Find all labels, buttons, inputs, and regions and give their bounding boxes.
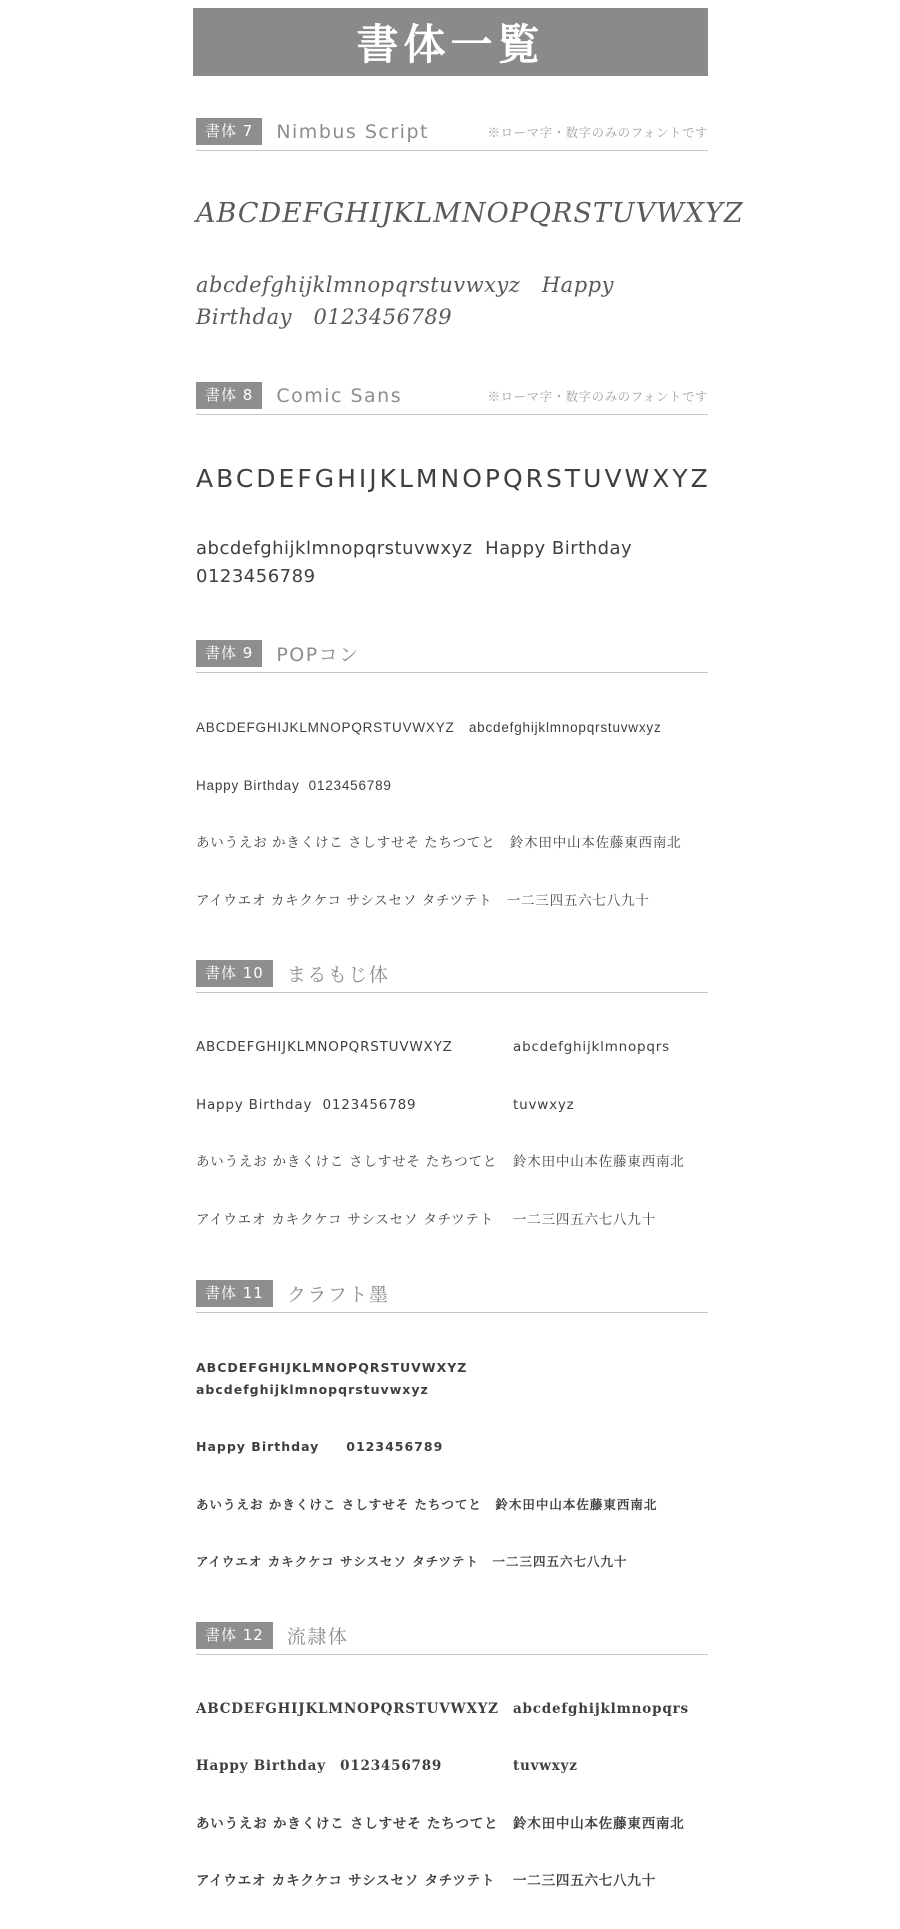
sample-uppercase-line: ABCDEFGHIJKLMNOPQRSTUVWXYZ [196, 1039, 453, 1055]
page-title-banner [193, 8, 708, 76]
font-name: Nimbus Script [276, 120, 429, 143]
sample-right-column [513, 1001, 708, 1267]
section-header-10 [196, 960, 708, 993]
section-header-9 [196, 640, 708, 673]
sample-lowercase-wrap-line: tuvwxyz [513, 1096, 575, 1113]
font-section-12 [196, 1622, 708, 1929]
sample-uppercase-line: ABCDEFGHIJKLMNOPQRSTUVWXYZ [196, 464, 711, 493]
font-name: POPコン [276, 644, 360, 666]
font-section-11 [196, 1280, 708, 1609]
sample-kanji-names-line: 鈴木田中山本佐藤東西南北 [513, 1815, 685, 1832]
section-header-8 [196, 382, 708, 415]
font-sample-7 [196, 159, 744, 369]
sample-phrase-line: Happy Birthday 0123456789 [196, 777, 392, 793]
font-sample-12 [196, 1663, 708, 1929]
sample-hiragana-line: あいうえお かきくけこ さしすせそ たちつてと [196, 1815, 499, 1832]
sample-left-column [196, 1001, 513, 1267]
font-number-badge: 書体 12 [196, 1622, 273, 1649]
font-restriction-note: ※ローマ字・数字のみのフォントです [487, 389, 708, 404]
sample-kanji-names-line: 鈴木田中山本佐藤東西南北 [513, 1154, 685, 1170]
font-section-9 [196, 640, 708, 947]
font-sections [196, 118, 744, 1929]
sample-hiragana-line: あいうえお かきくけこ さしすせそ たちつてと 鈴木田中山本佐藤東西南北 [196, 1496, 658, 1512]
sample-hiragana-line: あいうえお かきくけこ さしすせそ たちつてと [196, 1154, 498, 1170]
sample-lowercase-line: abcdefghijklmnopqrs [513, 1700, 689, 1717]
font-sample-9 [196, 681, 708, 947]
font-number-badge: 書体 8 [196, 382, 262, 409]
font-section-10 [196, 960, 708, 1267]
sample-kanji-numbers-line: 一二三四五六七八九十 [513, 1873, 656, 1889]
sample-phrase-line: Happy Birthday 0123456789 [196, 1758, 443, 1774]
font-name: 流隷体 [286, 1625, 349, 1648]
sample-lowercase-line: abcdefghijklmnopqrstuvwxyz Happy Birthday 0123456789 [196, 273, 622, 329]
font-sample-8 [196, 423, 711, 627]
section-header-11 [196, 1280, 708, 1313]
sample-uppercase-line: ABCDEFGHIJKLMNOPQRSTUVWXYZ [196, 1700, 499, 1717]
sample-phrase-line: Happy Birthday 0123456789 [196, 1439, 444, 1454]
sample-hiragana-line: あいうえお かきくけこ さしすせそ たちつてと 鈴木田中山本佐藤東西南北 [196, 835, 682, 850]
sample-katakana-line: アイウエオ カキクケコ サシスセソ タチツテト [196, 1211, 495, 1228]
sample-katakana-line: アイウエオ カキクケコ サシスセソ タチツテト 一二三四五六七八九十 [196, 892, 650, 908]
sample-uppercase-line: ABCDEFGHIJKLMNOPQRSTUVWXYZ [196, 198, 744, 229]
font-section-8 [196, 382, 711, 627]
sample-kanji-numbers-line: 一二三四五六七八九十 [513, 1211, 656, 1228]
sample-right-column [513, 1663, 708, 1929]
sample-lowercase-wrap-line: tuvwxyz [513, 1758, 578, 1774]
section-header-12 [196, 1622, 708, 1655]
sample-phrase-line: Happy Birthday 0123456789 [196, 1096, 417, 1113]
font-name: Comic Sans [276, 384, 403, 407]
section-header-7 [196, 118, 708, 151]
sample-left-column [196, 1663, 513, 1929]
font-name: クラフト墨 [286, 1284, 390, 1306]
sample-lowercase-line: abcdefghijklmnopqrs [513, 1039, 670, 1055]
font-number-badge: 書体 11 [196, 1280, 273, 1307]
font-restriction-note: ※ローマ字・数字のみのフォントです [487, 125, 708, 140]
sample-alphabet-line: ABCDEFGHIJKLMNOPQRSTUVWXYZ abcdefghijklmnopqrstuvwxyz [196, 720, 662, 735]
sample-lowercase-line: abcdefghijklmnopqrstuvwxyz Happy Birthday 0123456789 [196, 538, 645, 587]
sample-katakana-line: アイウエオ カキクケコ サシスセソ タチツテト 一二三四五六七八九十 [196, 1554, 628, 1569]
sample-katakana-line: アイウエオ カキクケコ サシスセソ タチツテト [196, 1873, 496, 1889]
font-number-badge: 書体 7 [196, 118, 262, 145]
font-sample-11 [196, 1321, 708, 1609]
font-name: まるもじ体 [286, 964, 390, 986]
font-number-badge: 書体 9 [196, 640, 262, 667]
font-number-badge: 書体 10 [196, 960, 273, 987]
font-sample-10 [196, 1001, 708, 1267]
page-title: 書体一覧 [356, 20, 545, 69]
font-section-7 [196, 118, 744, 369]
sample-alphabet-line: ABCDEFGHIJKLMNOPQRSTUVWXYZ abcdefghijklmnopqrstuvwxyz [196, 1360, 481, 1397]
